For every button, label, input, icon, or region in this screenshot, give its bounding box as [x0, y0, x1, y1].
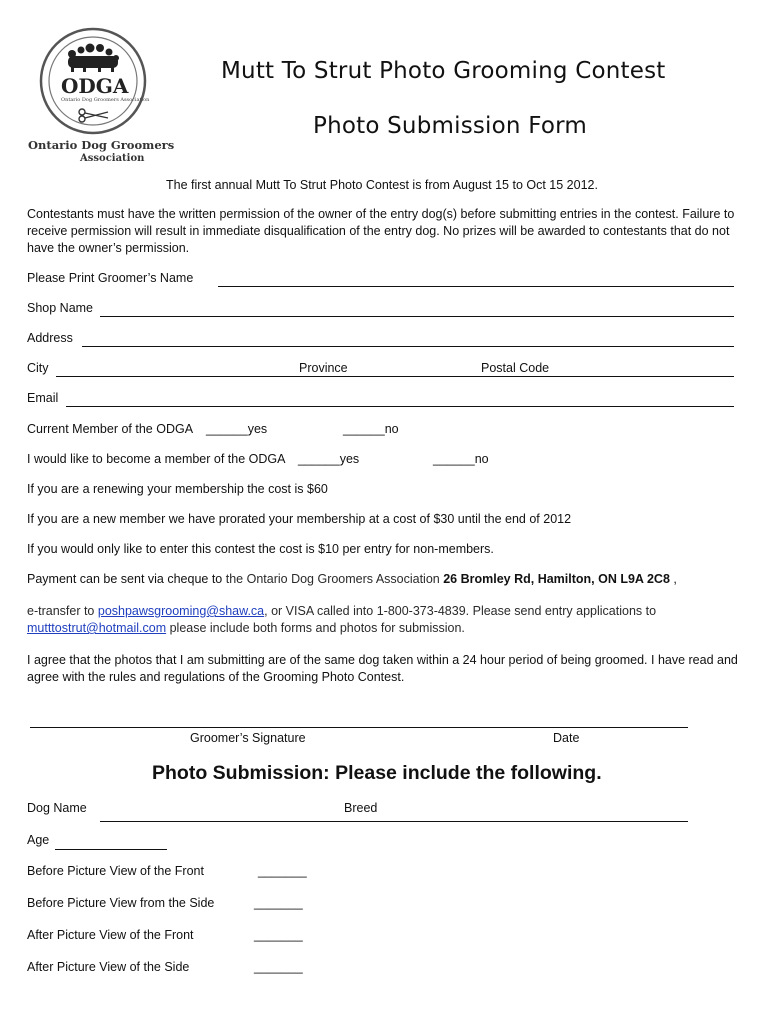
email-input[interactable]	[66, 406, 734, 407]
logo-org-line2: Association	[80, 153, 145, 164]
etransfer-text	[27, 603, 743, 637]
become-member-no[interactable]: ______no	[433, 452, 489, 466]
photo-section-heading: Photo Submission: Please include the following.	[152, 762, 602, 784]
after-front-blank[interactable]: _______	[254, 928, 303, 942]
current-member-label: Current Member of the ODGA	[27, 422, 194, 436]
payment-text	[27, 572, 677, 586]
age-input[interactable]	[55, 849, 167, 850]
before-side-blank[interactable]: _______	[254, 896, 303, 910]
etransfer-email-link[interactable]: poshpawsgrooming@shaw.ca	[97, 604, 265, 618]
entry-email-link[interactable]: mutttostrut@hotmail.com	[27, 621, 167, 635]
breed-label: Breed	[344, 801, 378, 815]
form-subtitle: Photo Submission Form	[313, 113, 587, 139]
payment-suffix: ,	[669, 572, 677, 586]
agreement-text: I agree that the photos that I am submitting are of the same dog taken within a 24 hour period of being groomed. I have read and agree with the rules and regulations of the Grooming Photo Contest.	[27, 653, 738, 684]
city-province-postal-input[interactable]	[56, 376, 734, 377]
email-label: Email	[27, 391, 59, 405]
visa-text: , or VISA called into 1-800-373-4839. Please send entry applications to	[264, 604, 657, 618]
dog-name-label: Dog Name	[27, 801, 87, 815]
current-member-yes[interactable]: ______yes	[206, 422, 268, 436]
address-label: Address	[27, 331, 73, 345]
entry-suffix: please include both forms and photos for submission.	[166, 621, 465, 635]
odga-logo	[22, 24, 175, 166]
contest-only-cost-text: If you would only like to enter this contest the cost is $10 per entry for non-members.	[27, 542, 494, 556]
new-member-cost-text: If you are a new member we have prorated your membership at a cost of $30 until the end of 2012	[27, 512, 572, 526]
after-front-label: After Picture View of the Front	[27, 928, 194, 942]
before-side-label: Before Picture View from the Side	[27, 896, 215, 910]
logo-org-line1: Ontario Dog Groomers	[28, 138, 175, 152]
province-label: Province	[299, 361, 348, 375]
shop-name-input[interactable]	[100, 316, 734, 317]
logo-acronym: ODGA	[61, 74, 129, 98]
payment-address: 26 Bromley Rd, Hamilton, ON L9A 2C8	[443, 572, 670, 586]
signature-line[interactable]	[30, 727, 688, 728]
postal-code-label: Postal Code	[481, 361, 550, 375]
after-side-label: After Picture View of the Side	[27, 960, 190, 974]
groomer-name-label: Please Print Groomer’s Name	[27, 271, 194, 285]
age-label: Age	[27, 833, 50, 847]
groomer-name-input[interactable]	[218, 286, 734, 287]
current-member-no[interactable]: ______no	[343, 422, 399, 436]
renewing-cost-text: If you are a renewing your membership the cost is $60	[27, 482, 328, 496]
after-side-blank[interactable]: _______	[254, 960, 303, 974]
become-member-yes[interactable]: ______yes	[298, 452, 360, 466]
etransfer-prefix: e-transfer to	[27, 604, 98, 618]
before-front-blank[interactable]: _______	[258, 864, 307, 878]
dog-name-breed-input[interactable]	[100, 821, 688, 822]
permission-text: Contestants must have the written permission of the owner of the entry dog(s) before submitting entries in the contest. Failure to receive permission will result in immediate disqualification of the entry dog. No prizes will be awarded to contestants that do not have the owner’s permission.	[27, 207, 735, 255]
become-member-label: I would like to become a member of the ODGA	[27, 452, 286, 466]
intro-text: The first annual Mutt To Strut Photo Contest is from August 15 to Oct 15 2012.	[166, 178, 598, 192]
before-front-label: Before Picture View of the Front	[27, 864, 204, 878]
address-input[interactable]	[82, 346, 734, 347]
logo-ring-text: Ontario Dog Groomers Association	[61, 97, 150, 103]
date-label: Date	[553, 731, 580, 745]
city-label: City	[27, 361, 49, 375]
groomer-signature-label: Groomer’s Signature	[190, 731, 306, 745]
payment-assoc: the Ontario Dog Groomers Association	[225, 572, 444, 586]
shop-name-label: Shop Name	[27, 301, 94, 315]
form-title: Mutt To Strut Photo Grooming Contest	[221, 58, 666, 84]
payment-prefix: Payment can be sent via cheque to	[27, 572, 226, 586]
